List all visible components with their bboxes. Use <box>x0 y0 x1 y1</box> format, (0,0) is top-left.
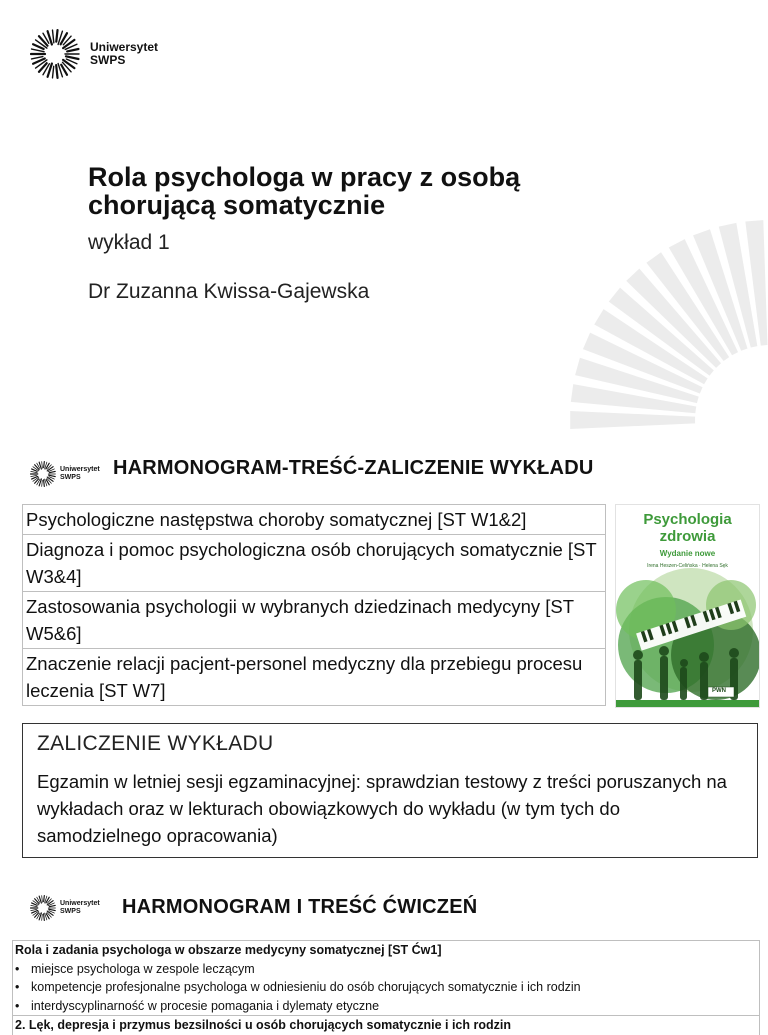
book-title <box>616 511 759 545</box>
logo-ray <box>44 896 45 902</box>
book-title-line2: zdrowia <box>659 528 716 545</box>
next-row-cut: 2. Lęk, depresja i przymus bezsilności u osób chorujących somatycznie i ich rodzin <box>13 1015 759 1035</box>
logo-small-line1: Uniwersytet <box>60 900 100 907</box>
logo-ray <box>52 66 53 78</box>
logo-ray <box>44 462 45 468</box>
exercises-table <box>12 940 760 1035</box>
logo-ray <box>56 30 57 42</box>
logo-line2: SWPS <box>90 53 126 67</box>
exam-heading: ZALICZENIE WYKŁADU <box>37 732 274 755</box>
logo-ray <box>42 480 43 486</box>
table-row <box>23 649 606 706</box>
logo-ray <box>49 909 56 910</box>
list-item <box>13 997 759 1016</box>
swps-logo-icon <box>30 29 80 79</box>
slide-title: Rola psychologa w pracy z osobą chorującą somatycznie <box>88 162 521 220</box>
logo-ray <box>42 462 43 469</box>
logo-ray <box>32 57 43 59</box>
table-row <box>23 535 606 592</box>
book-authors: Irena Heszen-Celińska · Helena Sęk <box>647 563 728 569</box>
decorative-arc-graphic <box>560 220 768 440</box>
lecture-schedule-heading: HARMONOGRAM-TREŚĆ-ZALICZENIE WYKŁADU <box>113 457 594 479</box>
swps-logo-small-icon <box>30 461 56 487</box>
exam-description: Egzamin w letniej sesji egzaminacyjnej: sprawdzian testowy z treści poruszanych na wykładach oraz w lekturach obowiązkowych do wykładu (w tym tych do samodzielnego opracowania) <box>37 771 727 846</box>
table-row <box>23 505 606 535</box>
swps-logo-small-icon <box>30 895 56 921</box>
logo-ray <box>49 471 55 472</box>
logo-ray <box>44 914 45 921</box>
logo-ray <box>52 30 53 43</box>
list-item-text: kompetencje profesjonalne psychologa w odniesieniu do osób chorujących somatycznie i ich rodzin <box>31 980 581 994</box>
book-title-line1: Psychologia <box>643 511 732 528</box>
table-row <box>23 592 606 649</box>
logo-ray <box>56 65 57 78</box>
exercises-heading: HARMONOGRAM I TREŚĆ ĆWICZEŃ <box>122 896 478 918</box>
arc-ray <box>570 411 695 429</box>
logo-small-text <box>60 900 100 916</box>
list-item <box>13 978 759 997</box>
bullet-icon: • <box>15 998 20 1013</box>
topic-cell: Zastosowania psychologii w wybranych dziedzinach medycyny [ST W5&6] <box>23 592 606 649</box>
topic-cell: Psychologiczne następstwa choroby somatycznej [ST W1&2] <box>23 505 606 535</box>
section-title: Rola i zadania psychologa w obszarze medycyny somatycznej [ST Ćw1] <box>15 943 442 957</box>
logo-ray <box>49 905 55 906</box>
logo-small-line2: SWPS <box>60 474 81 481</box>
book-edition: Wydanie nowe <box>659 549 716 558</box>
logo-small-line1: Uniwersytet <box>60 466 100 473</box>
logo-ray <box>67 49 78 51</box>
lecture-topics-table <box>22 504 606 706</box>
topic-cell: Diagnoza i pomoc psychologiczna osób chorujących somatycznie [ST W3&4] <box>23 535 606 592</box>
logo-ray <box>31 909 37 910</box>
logo-ray <box>49 475 56 476</box>
logo-ray <box>66 56 79 59</box>
list-item-text: interdyscyplinarność w procesie pomagania i dylematy etyczne <box>31 998 380 1013</box>
author-name: Dr Zuzanna Kwissa-Gajewska <box>88 280 370 303</box>
publisher-logo: PWN <box>712 688 726 694</box>
exam-info-box <box>22 723 758 858</box>
list-item <box>13 960 759 979</box>
logo-ray <box>42 914 43 920</box>
logo-ray <box>31 475 37 476</box>
logo-text <box>90 41 158 67</box>
logo-small-line2: SWPS <box>60 908 81 915</box>
logo-small-text <box>60 466 100 482</box>
logo-ray <box>42 896 43 903</box>
bullet-icon: • <box>15 980 20 994</box>
title-slide <box>0 0 768 440</box>
logo-line1: Uniwersytet <box>90 40 159 54</box>
slide-subtitle: wykład 1 <box>88 231 170 254</box>
list-item-text: miejsce psychologa w zespole leczącym <box>31 961 255 976</box>
topic-cell: Znaczenie relacji pacjent-personel medyczny dla przebiegu procesu leczenia [ST W7] <box>23 649 606 706</box>
logo-ray <box>44 480 45 487</box>
bullet-icon: • <box>15 961 20 976</box>
book-cover-image <box>615 504 760 708</box>
